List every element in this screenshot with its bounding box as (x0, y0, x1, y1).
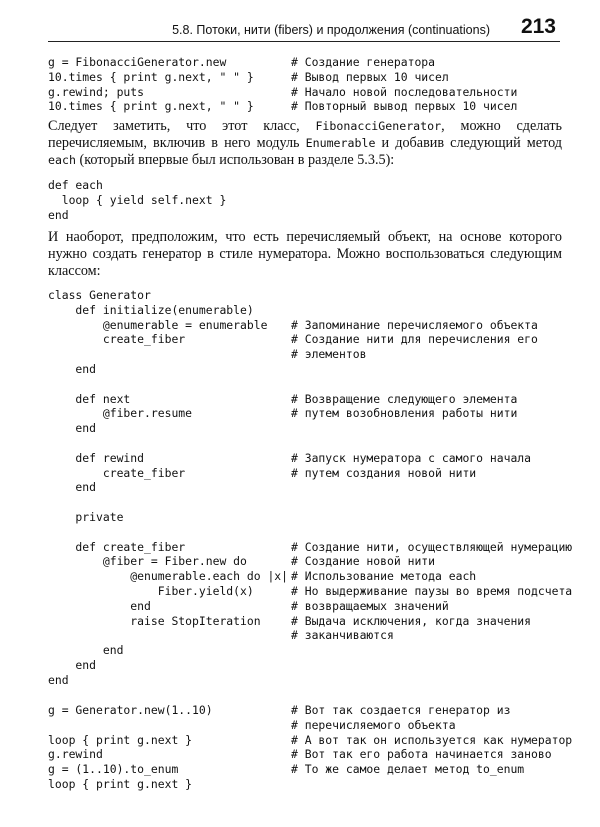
para-text: (который впервые был использован в разделе 5.3.5): (75, 151, 395, 168)
code-comment: # То же самое делает метод to_enum (291, 762, 525, 777)
code-text: g = FibonacciGenerator.new (48, 55, 227, 69)
code-text: def create_fiber (48, 539, 186, 554)
code-text: end (48, 361, 97, 376)
code-comment: # Создание новой нити (291, 554, 436, 569)
paragraph-enumerable (48, 118, 562, 168)
para-text: и добавив следующий метод (375, 134, 562, 151)
code-text: g.rewind; puts (48, 84, 145, 99)
code-text: g = (1..10).to_enum (48, 762, 179, 777)
code-text: @enumerable.each do |x| (48, 569, 289, 584)
code-text: raise StopIteration (48, 613, 261, 628)
code-comment: # Начало новой последовательности (291, 84, 518, 99)
code-text: def initialize(enumerable) (48, 302, 254, 317)
code-text: @fiber.resume (48, 406, 193, 421)
code-text: g.rewind (48, 747, 103, 762)
para-text: , можно сделать перечисляемым, включив в него модуль (48, 118, 562, 151)
code-text: end (48, 207, 69, 222)
running-head-title: 5.8. Потоки, нити (fibers) и продолжения (continuations) (172, 23, 490, 37)
code-text: @fiber = Fiber.new do (48, 554, 247, 569)
code-text: def rewind (48, 450, 145, 465)
code-text: end (48, 598, 151, 613)
code-text: loop { print g.next } (48, 732, 193, 747)
code-comment: # Создание нити для перечисления его (291, 332, 538, 347)
code-text: end (48, 657, 97, 672)
code-text: 10.times { print g.next, " " } (48, 69, 254, 84)
code-text: end (48, 421, 97, 436)
header-rule (48, 41, 560, 42)
code-text: end (48, 672, 69, 687)
code-text: g = Generator.new(1..10) (48, 703, 213, 717)
code-text: create_fiber (48, 465, 186, 480)
code-comment: # возвращаемых значений (291, 598, 449, 613)
code-comment: # путем создания новой нити (291, 465, 477, 480)
code-comment: # Но выдерживание паузы во время подсчета (291, 583, 573, 598)
page-number: 213 (520, 15, 556, 38)
code-comment: # элементов (291, 347, 367, 362)
code-comment: # Возвращение следующего элемента (291, 391, 518, 406)
code-text: loop { print g.next } (48, 776, 193, 791)
code-text: Fiber.yield(x) (48, 583, 254, 598)
code-comment: # Создание нити, осуществляющей нумерацию (291, 539, 573, 554)
code-comment: # Выдача исключения, когда значения (291, 613, 532, 628)
code-comment: # Вывод первых 10 чисел (291, 69, 449, 84)
inline-code: FibonacciGenerator (315, 119, 442, 133)
code-comment: # Повторный вывод первых 10 чисел (291, 99, 518, 114)
code-comment: # перечисляемого объекта (291, 717, 456, 732)
code-comment: # путем возобновления работы нити (291, 406, 518, 421)
code-comment: # заканчиваются (291, 628, 394, 643)
inline-code: each (48, 152, 76, 167)
paragraph-generator-intro: И наоборот, предположим, что есть перечисляемый объект, на основе которого нужно создать генератор в стиле нумератора. Можно воспользоваться следующим классом: (48, 229, 562, 279)
code-text: end (48, 480, 97, 495)
code-comment: # Запоминание перечисляемого объекта (291, 317, 538, 332)
code-comment: # Вот так создается генератор из (291, 703, 511, 717)
code-text: def each (48, 178, 103, 192)
code-text: def next (48, 391, 131, 406)
page-header (48, 8, 560, 42)
code-comment: # Использование метода each (291, 569, 477, 584)
code-text: end (48, 643, 124, 658)
code-text: private (48, 509, 124, 524)
code-text: create_fiber (48, 332, 186, 347)
code-text: class Generator (48, 288, 151, 302)
code-comment: # Запуск нумератора с самого начала (291, 450, 532, 465)
para-text: Следует заметить, что этот класс, (48, 118, 316, 134)
code-comment: # Создание генератора (291, 55, 436, 69)
code-comment: # Вот так его работа начинается заново (291, 747, 552, 762)
code-comment: # А вот так он используется как нумератор (291, 732, 573, 747)
code-text: 10.times { print g.next, " " } (48, 99, 254, 114)
code-text: loop { yield self.next } (48, 192, 227, 207)
inline-code: Enumerable (305, 135, 376, 150)
code-text: @enumerable = enumerable (48, 317, 268, 332)
